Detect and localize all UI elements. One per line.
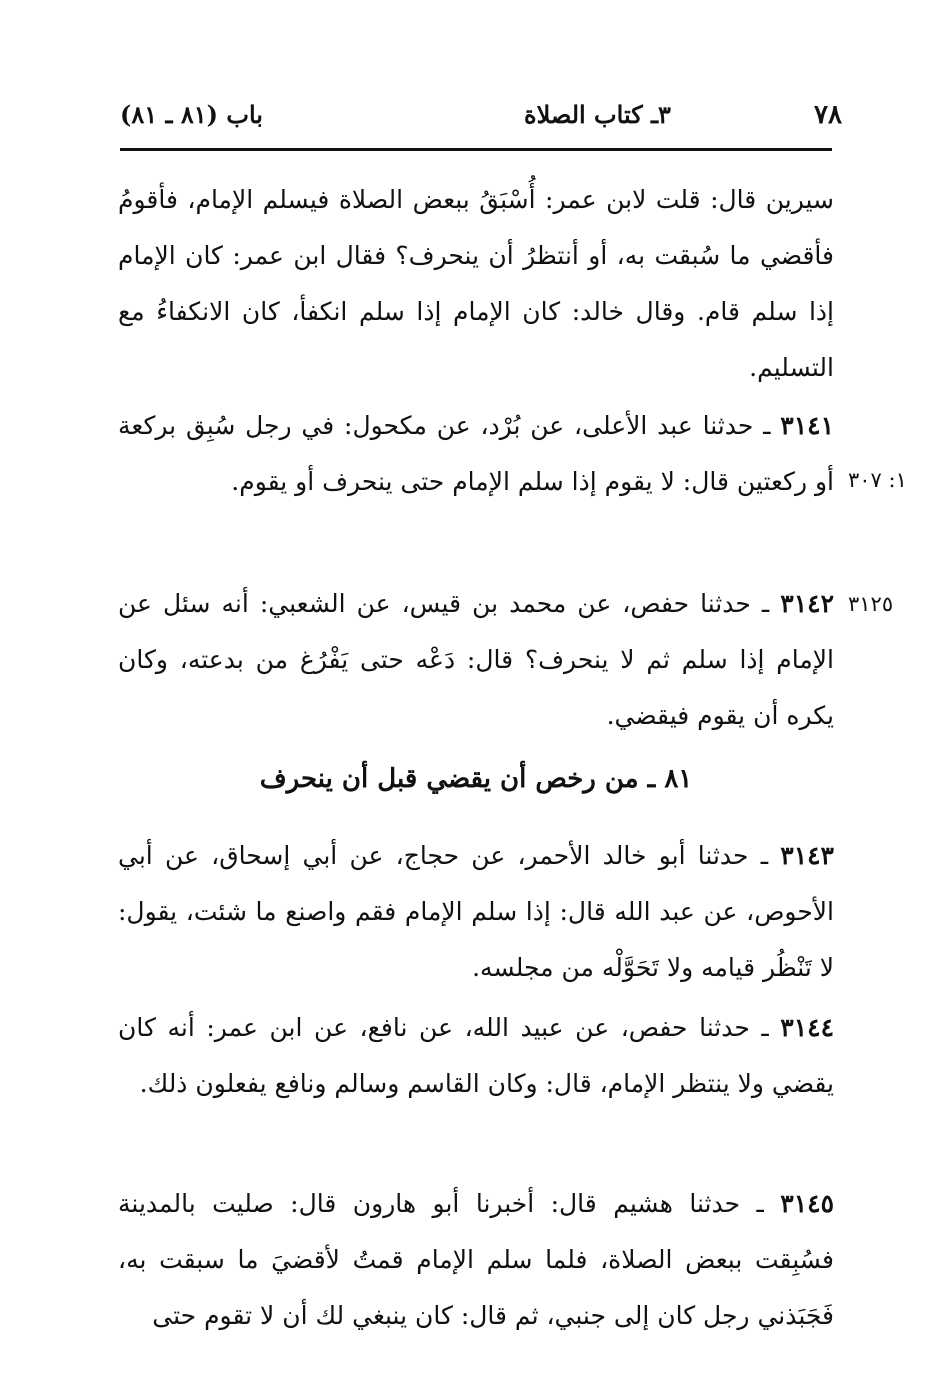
hadith-number: ٣١٤٥ <box>780 1189 834 1218</box>
hadith-number: ٣١٤٣ <box>780 841 834 870</box>
margin-reference: ٣١٢٥ <box>848 592 894 616</box>
hadith-number: ٣١٤١ <box>780 411 835 440</box>
chapter-range: باب (٨١ ـ ٨١) <box>120 100 263 129</box>
hadith-3143 <box>118 828 834 996</box>
intro-paragraph <box>118 172 834 396</box>
hadith-text: ـ حدثنا حفص، عن محمد بن قيس، عن الشعبي: أنه سئل عن الإمام إذا سلم ثم لا ينحرف؟ قال: دَعْه حتى يَفْرُغ من بدعته، وكان يكره أن يقوم فيقضي. <box>118 589 834 730</box>
hadith-number: ٣١٤٢ <box>780 589 834 618</box>
margin-reference: ١: ٣٠٧ <box>848 468 907 492</box>
page-number: ٧٨ <box>814 100 842 130</box>
book-title: ٣ـ كتاب الصلاة <box>524 100 671 129</box>
intro-text: سيرين قال: قلت لابن عمر: أُسْبَقُ ببعض الصلاة فيسلم الإمام، فأقومُ فأقضي ما سُبقت به، أو أنتظرُ أن ينحرف؟ فقال ابن عمر: كان الإمام إذا سلم قام. وقال خالد: كان الإمام إذا سلم انكفأ، كان الانكفاءُ مع التسليم. <box>118 185 834 382</box>
hadith-3141 <box>118 398 834 510</box>
hadith-number: ٣١٤٤ <box>780 1013 834 1042</box>
hadith-text: ـ حدثنا أبو خالد الأحمر، عن حجاج، عن أبي إسحاق، عن أبي الأحوص، عن عبد الله قال: إذا سلم الإمام فقم واصنع ما شئت، يقول: لا تَنْظُر قيامه ولا تَحَوَّلْه من مجلسه. <box>118 841 834 982</box>
section-heading: ٨١ ـ من رخص أن يقضي قبل أن ينحرف <box>259 764 693 794</box>
hadith-3144 <box>118 1000 834 1112</box>
page-header <box>120 100 842 136</box>
hadith-3145 <box>118 1176 834 1344</box>
hadith-text: ـ حدثنا عبد الأعلى، عن بُرْد، عن مكحول: في رجل سُبِق بركعة أو ركعتين قال: لا يقوم إذا سلم الإمام حتى ينحرف أو يقوم. <box>118 411 834 496</box>
header-divider <box>120 148 832 151</box>
hadith-3142 <box>118 576 834 744</box>
hadith-text: ـ حدثنا هشيم قال: أخبرنا أبو هارون قال: صليت بالمدينة فسُبِقت ببعض الصلاة، فلما سلم الإمام قمتُ لأقضيَ ما سبقت به، فَجَبَذني رجل كان إلى جنبي، ثم قال: كان ينبغي لك أن لا تقوم حتى <box>118 1189 834 1330</box>
hadith-text: ـ حدثنا حفص، عن عبيد الله، عن نافع، عن ابن عمر: أنه كان يقضي ولا ينتظر الإمام، قال: وكان القاسم وسالم ونافع يفعلون ذلك. <box>118 1013 834 1098</box>
